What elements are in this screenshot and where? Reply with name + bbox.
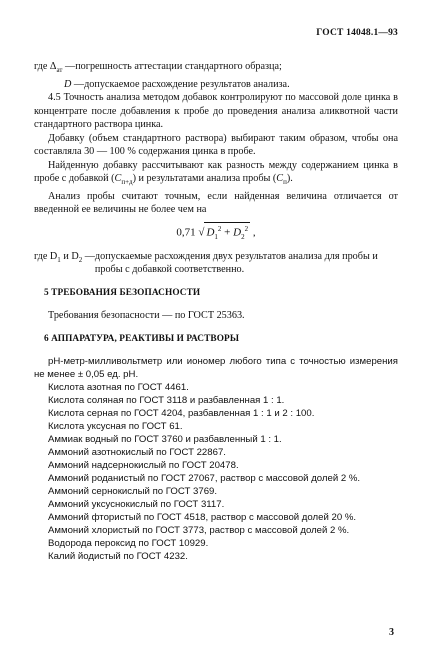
sqrt-sign-icon: √	[198, 226, 205, 239]
page-header-standard: ГОСТ 14048.1—93	[316, 28, 398, 38]
list-item: Кислота азотная по ГОСТ 4461.	[48, 382, 189, 394]
paragraph-addition-calc: Найденную добавку рассчитывают как разность между содержанием цинка в пробе с добавкой $(C_{п+д})$ и результатами анализа пробы $(C_п)$.	[34, 159, 398, 187]
list-item: Аммоний хлористый по ГОСТ 3773, раствор с массовой долей 2 %.	[48, 525, 350, 537]
section-5-text: Требования безопасности — по ГОСТ 25363.	[48, 310, 245, 322]
section-5-title: 5 ТРЕБОВАНИЯ БЕЗОПАСНОСТИ	[44, 287, 201, 298]
list-item: Кислота соляная по ГОСТ 3118 и разбавленная 1 : 1.	[48, 395, 285, 407]
list-item: Аммоний азотнокислый по ГОСТ 22867.	[48, 447, 226, 459]
paragraph-4-5: 4.5 Точность анализа методом добавок контролируют по массовой доле цинка в концентрате после добавления к пробе до проведения анализа аликвотной части стандартного раствора цинка.	[34, 92, 398, 131]
list-item: Аммоний фтористый по ГОСТ 4518, раствор с массовой долей 20 %.	[48, 512, 357, 524]
list-item: Калий йодистый по ГОСТ 4232.	[48, 551, 188, 563]
definition-d1-d2: где $D_1$ и $D_2$ — допускаемые расхождения двух результатов анализа для пробы и пробы с добавкой соответственно.	[34, 250, 378, 276]
list-item: рН-метр-милливольтметр или иономер любого типа с точностью измерения не менее ± 0,05 ед. рН.	[34, 356, 398, 381]
page-number: 3	[389, 627, 394, 638]
paragraph-accuracy: Анализ пробы считают точным, если найденная величина отличается от введенной ее величины не более чем на	[34, 190, 398, 216]
list-item: Кислота уксусная по ГОСТ 61.	[48, 421, 183, 433]
definition-delta-at: где $\Delta_{ат}$ — погрешность аттестации стандартного образца;	[34, 61, 282, 75]
list-item: Аммоний уксуснокислый по ГОСТ 3117.	[48, 499, 225, 511]
list-item: Водорода пероксид по ГОСТ 10929.	[48, 538, 209, 550]
list-item: Аммоний сернокислый по ГОСТ 3769.	[48, 486, 218, 498]
formula-tolerance: 0,71 √ $D_1^2 + D_2^2$ ,	[34, 222, 398, 244]
paragraph-addition-choice: Добавку (объем стандартного раствора) выбирают таким образом, чтобы она составляла 30 — 100 % содержания цинка в пробе.	[34, 132, 398, 158]
reagents-list	[34, 355, 398, 563]
list-item: Аммоний надсернокислый по ГОСТ 20478.	[48, 460, 239, 472]
page-content	[34, 60, 398, 563]
definition-d: D — допускаемое расхождение результатов анализа.	[64, 78, 290, 90]
list-item: Кислота серная по ГОСТ 4204, разбавленная 1 : 1 и 2 : 100.	[48, 408, 315, 420]
list-item: Аммоний роданистый по ГОСТ 27067, раствор с массовой долей 2 %.	[48, 473, 361, 485]
section-6-title: 6 АППАРАТУРА, РЕАКТИВЫ И РАСТВОРЫ	[44, 333, 240, 344]
list-item: Аммиак водный по ГОСТ 3760 и разбавленный 1 : 1.	[48, 434, 282, 446]
